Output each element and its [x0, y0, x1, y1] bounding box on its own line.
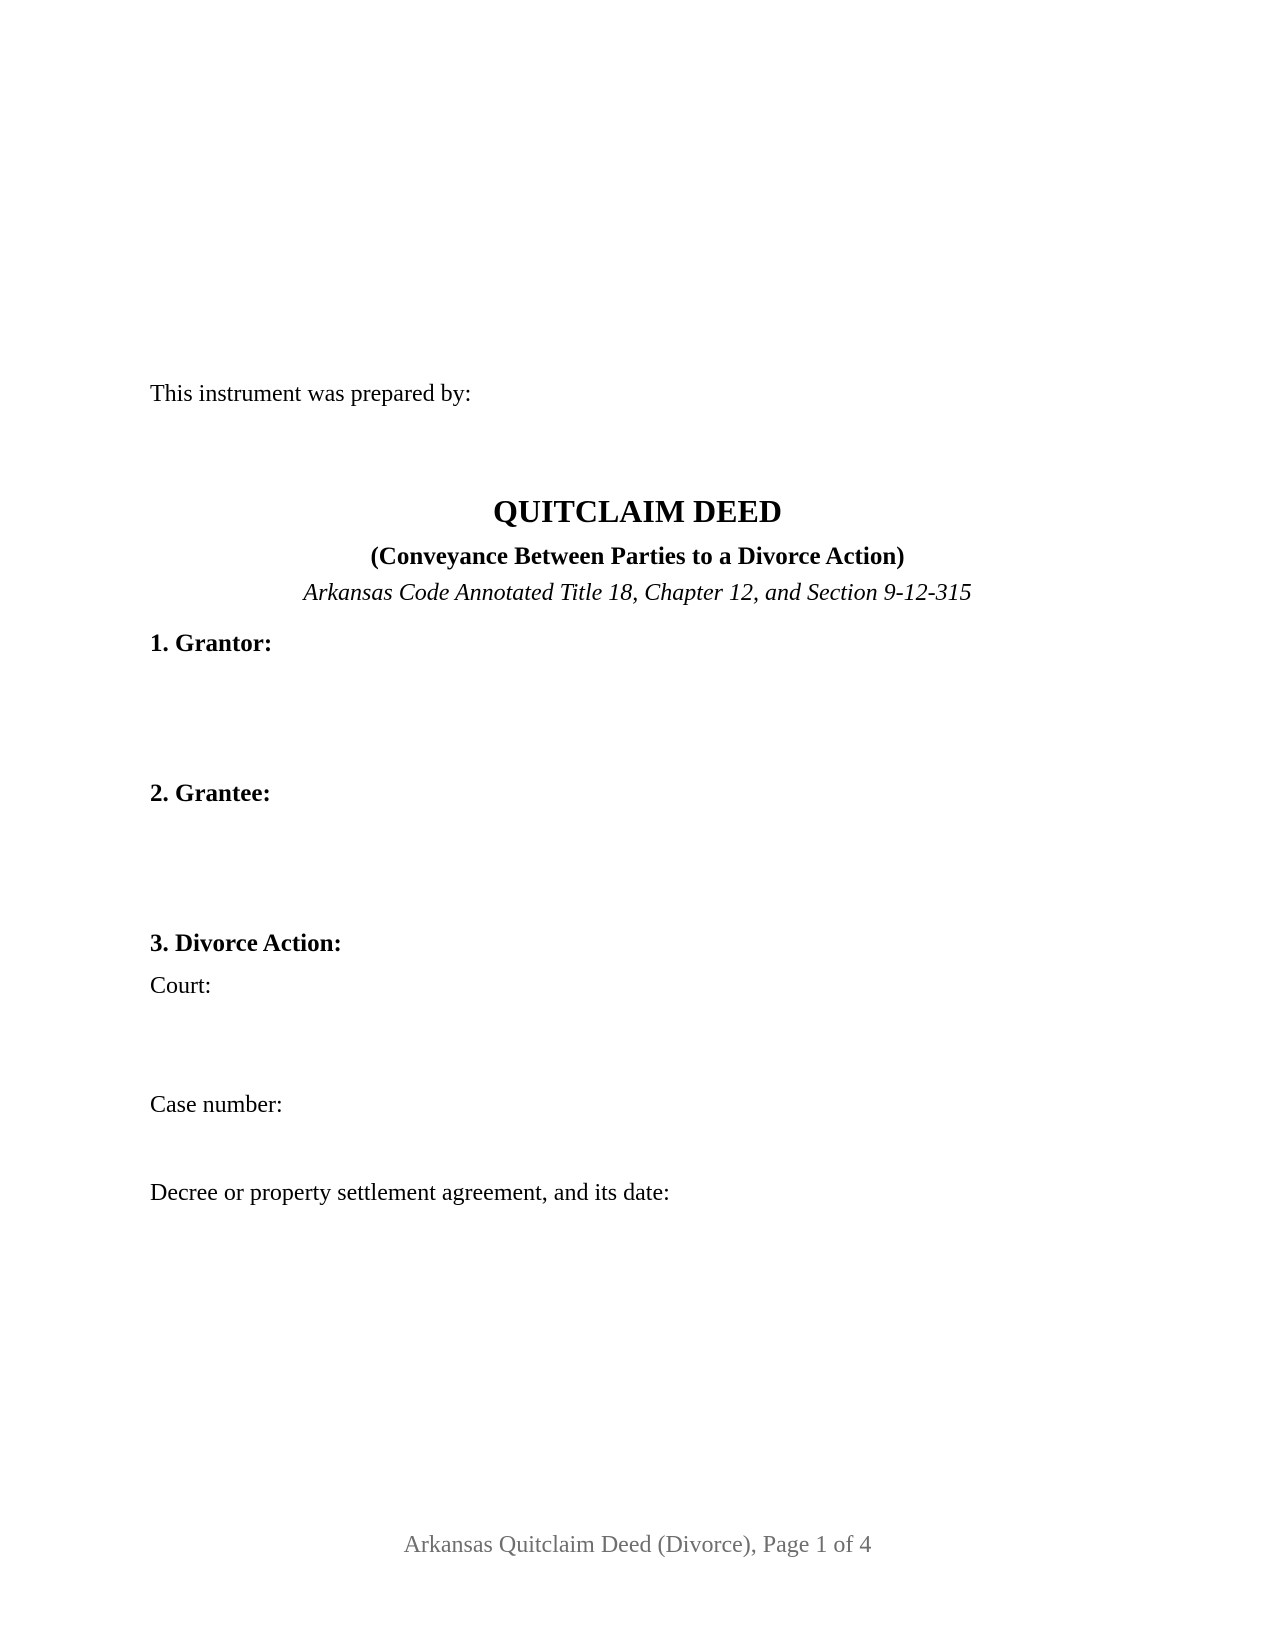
grantor-heading: 1. Grantor: [150, 630, 273, 657]
document-subtitle: (Conveyance Between Parties to a Divorce Action) [370, 543, 905, 570]
decree-label: Decree or property settlement agreement, and its date: [150, 1180, 670, 1206]
divorce-action-heading: 3. Divorce Action: [150, 930, 342, 957]
court-label: Court: [150, 973, 212, 999]
document-title: QUITCLAIM DEED [493, 493, 782, 529]
prepared-by-label: This instrument was prepared by: [150, 381, 472, 407]
grantee-heading: 2. Grantee: [150, 780, 271, 807]
page-footer: Arkansas Quitclaim Deed (Divorce), Page 1 of 4 [403, 1532, 872, 1558]
statute-reference: Arkansas Code Annotated Title 18, Chapter 12, and Section 9-12-315 [303, 580, 972, 606]
case-number-label: Case number: [150, 1092, 283, 1118]
